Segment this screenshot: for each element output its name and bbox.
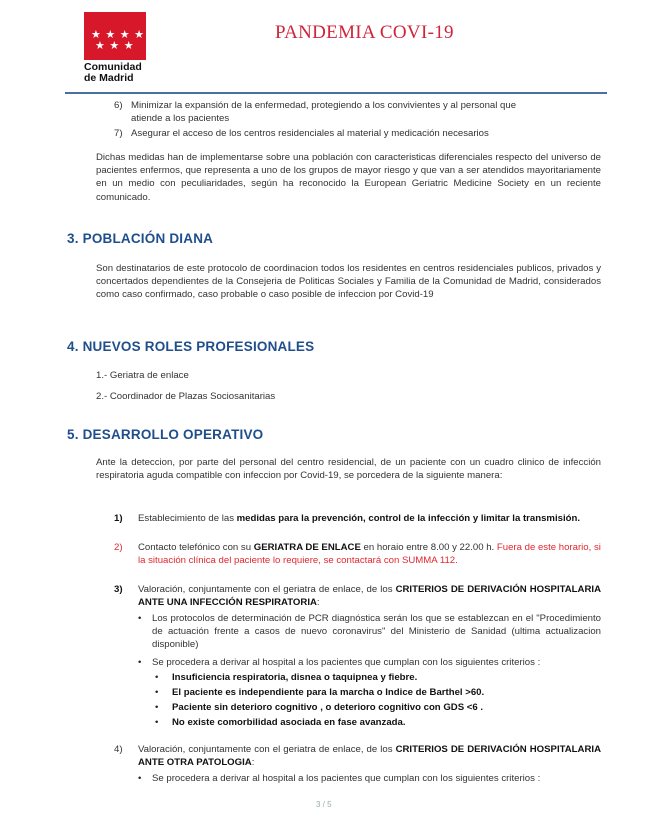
step-4-text bbox=[138, 743, 601, 769]
section-heading-3: 3. POBLACIÓN DIANA bbox=[67, 231, 214, 246]
criterion-item: Paciente sin deterioro cognitivo , o deterioro cognitivo con GDS <6 . bbox=[172, 702, 484, 713]
step-2-hours: en horaio entre 8.00 y 22.00 h. bbox=[360, 542, 497, 553]
step-2-summa: Fuera de este horario, si la situación clínica del paciente lo requiere, se contactará con SUMMA 112. bbox=[138, 542, 601, 567]
bullet-icon: • bbox=[138, 657, 142, 668]
section-heading-4: 4. NUEVOS ROLES PROFESIONALES bbox=[67, 339, 315, 354]
list-number: 6) bbox=[114, 100, 123, 111]
step-3-lead: Valoración, conjuntamente con el geriatra de enlace, de los bbox=[138, 584, 396, 595]
step-number: 3) bbox=[114, 584, 123, 595]
section-3-paragraph: Son destinatarios de este protocolo de coordinacion todos los residentes en centros residenciales publicos, privados y concertados dependientes de la Consejeria de Politicas Sociales y Familia de la Comunidad de Madrid, considerados como caso confirmado, caso probable o caso posible de infeccion por Covid-19 bbox=[96, 263, 601, 301]
geriatra-de-enlace-label: GERIATRA DE ENLACE bbox=[253, 542, 361, 553]
bullet-icon: • bbox=[155, 672, 159, 683]
role-item: 2.- Coordinador de Plazas Sociosanitarias bbox=[96, 391, 276, 402]
step-3-text bbox=[138, 583, 601, 609]
intro-paragraph: Dichas medidas han de implementarse sobre una población con caracteristicas diferenciales respecto del universo de pacientes enfermos, que representa a uno de los grupos de mayor riesgo y que van a ser atendidos mayoritariamente en un medio con peculiaridades, según ha reconocido la European Geriatric Medicine Society en un reciente comunicado. bbox=[96, 152, 601, 203]
step-1-lead: Establecimiento de las bbox=[138, 513, 237, 524]
step-number: 1) bbox=[114, 513, 123, 524]
bullet-icon: • bbox=[138, 613, 142, 624]
page-title: PANDEMIA COVI-19 bbox=[275, 22, 454, 43]
list-item-text: atiende a los pacientes bbox=[131, 113, 230, 125]
stars-icon: ★ ★ ★ ★ ★ ★ ★ bbox=[91, 28, 145, 52]
section-5-paragraph: Ante la deteccion, por parte del personal del centro residencial, de un paciente con un cuadro clinico de infección respiratoria aguda compatible con infeccion por Covid-19, se porcedera de la siguiente manera: bbox=[96, 457, 601, 482]
criterion-item: No existe comorbilidad asociada en fase avanzada. bbox=[172, 717, 406, 728]
comunidad-de-madrid-logo bbox=[84, 12, 146, 86]
list-item-text: Minimizar la expansión de la enfermedad, protegiendo a los convivientes y al personal que bbox=[131, 100, 517, 111]
step-number: 2) bbox=[114, 542, 123, 553]
step-1-text bbox=[138, 512, 601, 525]
criterios-respiratoria-label: CRITERIOS DE DERIVACIÓN HOSPITALARIA ANTE UNA INFECCIÓN RESPIRATORIA bbox=[138, 584, 601, 609]
criterion-item: Insuficiencia respiratoria, disnea o taquipnea y fiebre. bbox=[172, 672, 418, 683]
header-rule bbox=[65, 92, 607, 94]
step-3-bullet: Se procedera a derivar al hospital a los pacientes que cumplan con los siguientes criterios : bbox=[152, 657, 541, 668]
bullet-icon: • bbox=[138, 773, 142, 784]
list-number: 7) bbox=[114, 128, 123, 139]
role-item: 1.- Geriatra de enlace bbox=[96, 370, 189, 381]
madrid-flag bbox=[84, 12, 146, 60]
list-item bbox=[131, 99, 601, 125]
step-1-bold: medidas para la prevención, control de la infección y limitar la transmisión. bbox=[236, 513, 581, 524]
criterios-otra-patologia-label: CRITERIOS DE DERIVACIÓN HOSPITALARIA ANTE OTRA PATOLOGIA bbox=[138, 744, 601, 769]
step-3-bullet: Los protocolos de determinación de PCR diagnóstica serán los que se establezcan en el "Procedimiento de actuación frente a casos de nuevo coronavirus" del Ministerio de Sanidad (ultima actualizacion disponible) bbox=[152, 613, 601, 651]
bullet-icon: • bbox=[155, 687, 159, 698]
page-header bbox=[0, 0, 669, 92]
section-heading-5: 5. DESARROLLO OPERATIVO bbox=[67, 427, 264, 442]
list-item: Asegurar el acceso de los centros residenciales al material y medicación necesarios bbox=[131, 128, 489, 139]
step-3-colon: : bbox=[316, 597, 320, 609]
logo-line-2: de Madrid bbox=[84, 72, 134, 84]
step-2-text bbox=[138, 541, 601, 567]
criterion-item: El paciente es independiente para la marcha o Indice de Barthel >60. bbox=[172, 687, 485, 698]
step-4-colon: : bbox=[251, 757, 255, 769]
logo-text bbox=[84, 62, 142, 84]
bullet-icon: • bbox=[155, 702, 159, 713]
logo-line-1: Comunidad bbox=[84, 61, 142, 73]
bullet-icon: • bbox=[155, 717, 159, 728]
step-4-bullet: Se procedera a derivar al hospital a los pacientes que cumplan con los siguientes criterios : bbox=[152, 773, 541, 784]
step-number: 4) bbox=[114, 744, 123, 755]
step-4-lead: Valoración, conjuntamente con el geriatra de enlace, de los bbox=[138, 744, 396, 755]
page-number: 3 / 5 bbox=[316, 800, 332, 809]
step-2-lead: Contacto telefónico con su bbox=[138, 542, 254, 553]
